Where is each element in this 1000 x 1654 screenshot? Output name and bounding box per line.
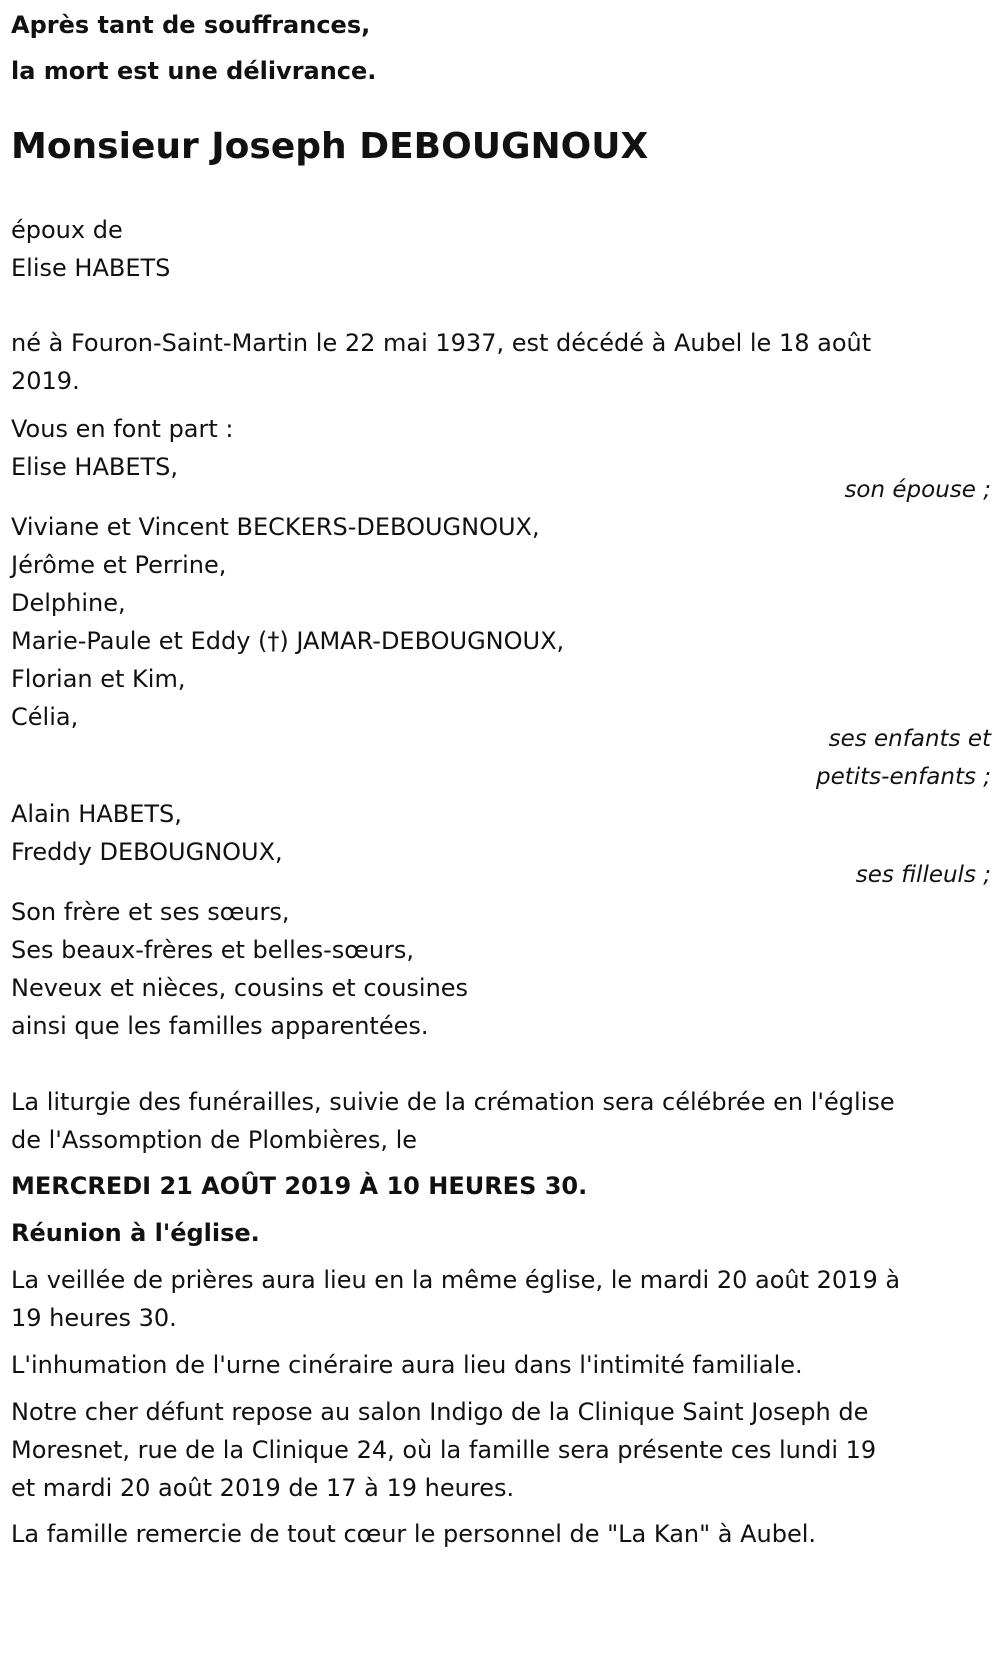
children-role-line-2: petits-enfants ; xyxy=(815,764,991,790)
godchildren-role: ses filleuls ; xyxy=(855,862,991,888)
child-entry: Delphine, xyxy=(11,589,126,617)
burial-info: L'inhumation de l'urne cinéraire aura lieu dans l'intimité familiale. xyxy=(11,1351,803,1379)
family-entry: Ses beaux-frères et belles-sœurs, xyxy=(11,936,415,964)
quote-line-1: Après tant de souffrances, xyxy=(11,11,371,39)
spouse-label: époux de xyxy=(11,216,123,244)
announcement-intro: Vous en font part : xyxy=(11,415,234,443)
children-role-line-1: ses enfants et xyxy=(828,726,991,752)
deceased-name: Monsieur Joseph DEBOUGNOUX xyxy=(11,126,649,167)
rest-line-2: Moresnet, rue de la Clinique 24, où la famille sera présente ces lundi 19 xyxy=(11,1436,877,1464)
family-entry: Son frère et ses sœurs, xyxy=(11,898,290,926)
child-entry: Célia, xyxy=(11,703,79,731)
funeral-line-2: de l'Assomption de Plombières, le xyxy=(11,1126,418,1154)
child-entry: Marie-Paule et Eddy (†) JAMAR-DEBOUGNOUX, xyxy=(11,627,565,655)
spouse-name: Elise HABETS xyxy=(11,254,171,282)
funeral-line-1: La liturgie des funérailles, suivie de la crémation sera célébrée en l'église xyxy=(11,1088,895,1116)
godchild-entry: Alain HABETS, xyxy=(11,800,182,828)
quote-line-2: la mort est une délivrance. xyxy=(11,57,377,85)
birth-death-line-1: né à Fouron-Saint-Martin le 22 mai 1937, est décédé à Aubel le 18 août xyxy=(11,329,872,357)
child-entry: Viviane et Vincent BECKERS-DEBOUGNOUX, xyxy=(11,513,540,541)
child-entry: Florian et Kim, xyxy=(11,665,186,693)
meeting-info: Réunion à l'église. xyxy=(11,1219,260,1247)
child-entry: Jérôme et Perrine, xyxy=(11,551,227,579)
godchild-entry: Freddy DEBOUGNOUX, xyxy=(11,838,283,866)
vigil-line-2: 19 heures 30. xyxy=(11,1304,177,1332)
spouse-role: son épouse ; xyxy=(844,477,991,503)
rest-line-1: Notre cher défunt repose au salon Indigo de la Clinique Saint Joseph de xyxy=(11,1398,869,1426)
family-entry: ainsi que les familles apparentées. xyxy=(11,1012,429,1040)
spouse-entry: Elise HABETS, xyxy=(11,453,179,481)
birth-death-line-2: 2019. xyxy=(11,367,80,395)
funeral-date: MERCREDI 21 AOÛT 2019 À 10 HEURES 30. xyxy=(11,1172,588,1200)
family-entry: Neveux et nièces, cousins et cousines xyxy=(11,974,469,1002)
vigil-line-1: La veillée de prières aura lieu en la même église, le mardi 20 août 2019 à xyxy=(11,1266,901,1294)
thanks-line: La famille remercie de tout cœur le personnel de "La Kan" à Aubel. xyxy=(11,1520,817,1548)
rest-line-3: et mardi 20 août 2019 de 17 à 19 heures. xyxy=(11,1474,515,1502)
